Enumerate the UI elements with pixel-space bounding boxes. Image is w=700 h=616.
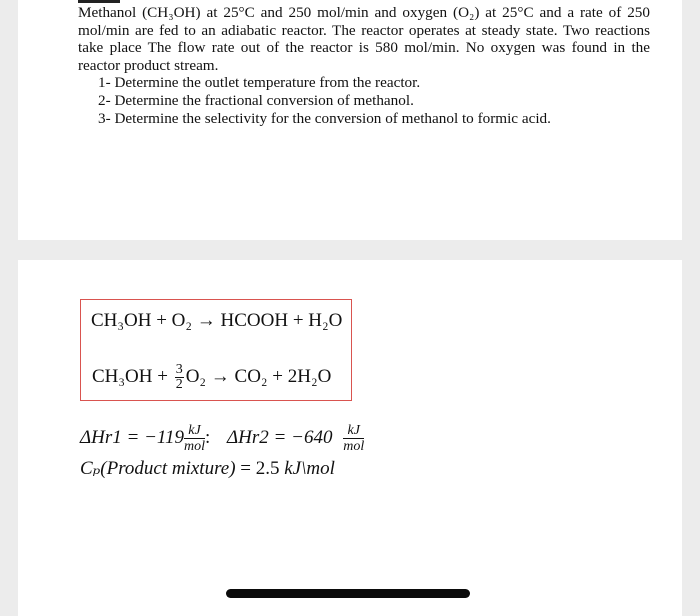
fraction-numerator: 3: [175, 362, 183, 377]
task-list: [78, 74, 650, 127]
fraction-denominator: 2: [175, 377, 183, 392]
task-item: 3- Determine the selectivity for the conversion of methanol to formic acid.: [98, 109, 551, 127]
reaction-2: [92, 363, 331, 392]
cp-label: Cₚ(Product mixture): [80, 458, 236, 479]
dh2-unit: [343, 423, 364, 454]
reaction-2-rest: O₂ → CO₂ + 2H₂O: [185, 365, 332, 387]
dh1-label: ΔHr1 = −119: [80, 426, 184, 448]
unit-numerator: kJ: [184, 423, 205, 439]
reaction-1: CH₃OH + O₂ → HCOOH + H₂O: [91, 310, 343, 331]
problem-card: [18, 0, 682, 240]
reaction-2-reactant: CH₃OH +: [92, 365, 173, 387]
reactions-box: [80, 299, 352, 401]
cp-unit: kJ\mol: [284, 458, 335, 479]
data-card: [18, 260, 682, 616]
task-item: 1- Determine the outlet temperature from the reactor.: [98, 74, 421, 92]
dh2-label: ΔHr2 = −640: [227, 426, 333, 448]
task-item: 2- Determine the fractional conversion of methanol.: [98, 91, 414, 109]
stoich-fraction: [175, 363, 184, 392]
problem-statement: [78, 4, 650, 127]
top-accent-bar: [78, 0, 120, 3]
problem-paragraph: Methanol (CH₃OH) at 25°C and 250 mol/min and oxygen (O₂) at 25°C and a rate of 250 mol/min are fed to an adiabatic reactor. The reactor operates at steady state. Two reactions take place The flow rate out of the reactor is 580 mol/min. No oxygen was found in the reactor product stream.: [78, 4, 650, 74]
cp-value: = 2.5: [235, 458, 285, 479]
enthalpy-line: [80, 423, 364, 454]
separator: :: [205, 426, 211, 448]
unit-denominator: mol: [343, 439, 365, 454]
home-indicator[interactable]: [226, 589, 470, 598]
dh1-unit: [184, 423, 205, 454]
unit-denominator: mol: [184, 439, 205, 454]
unit-numerator: kJ: [343, 423, 364, 439]
heat-capacity-line: [80, 457, 335, 480]
